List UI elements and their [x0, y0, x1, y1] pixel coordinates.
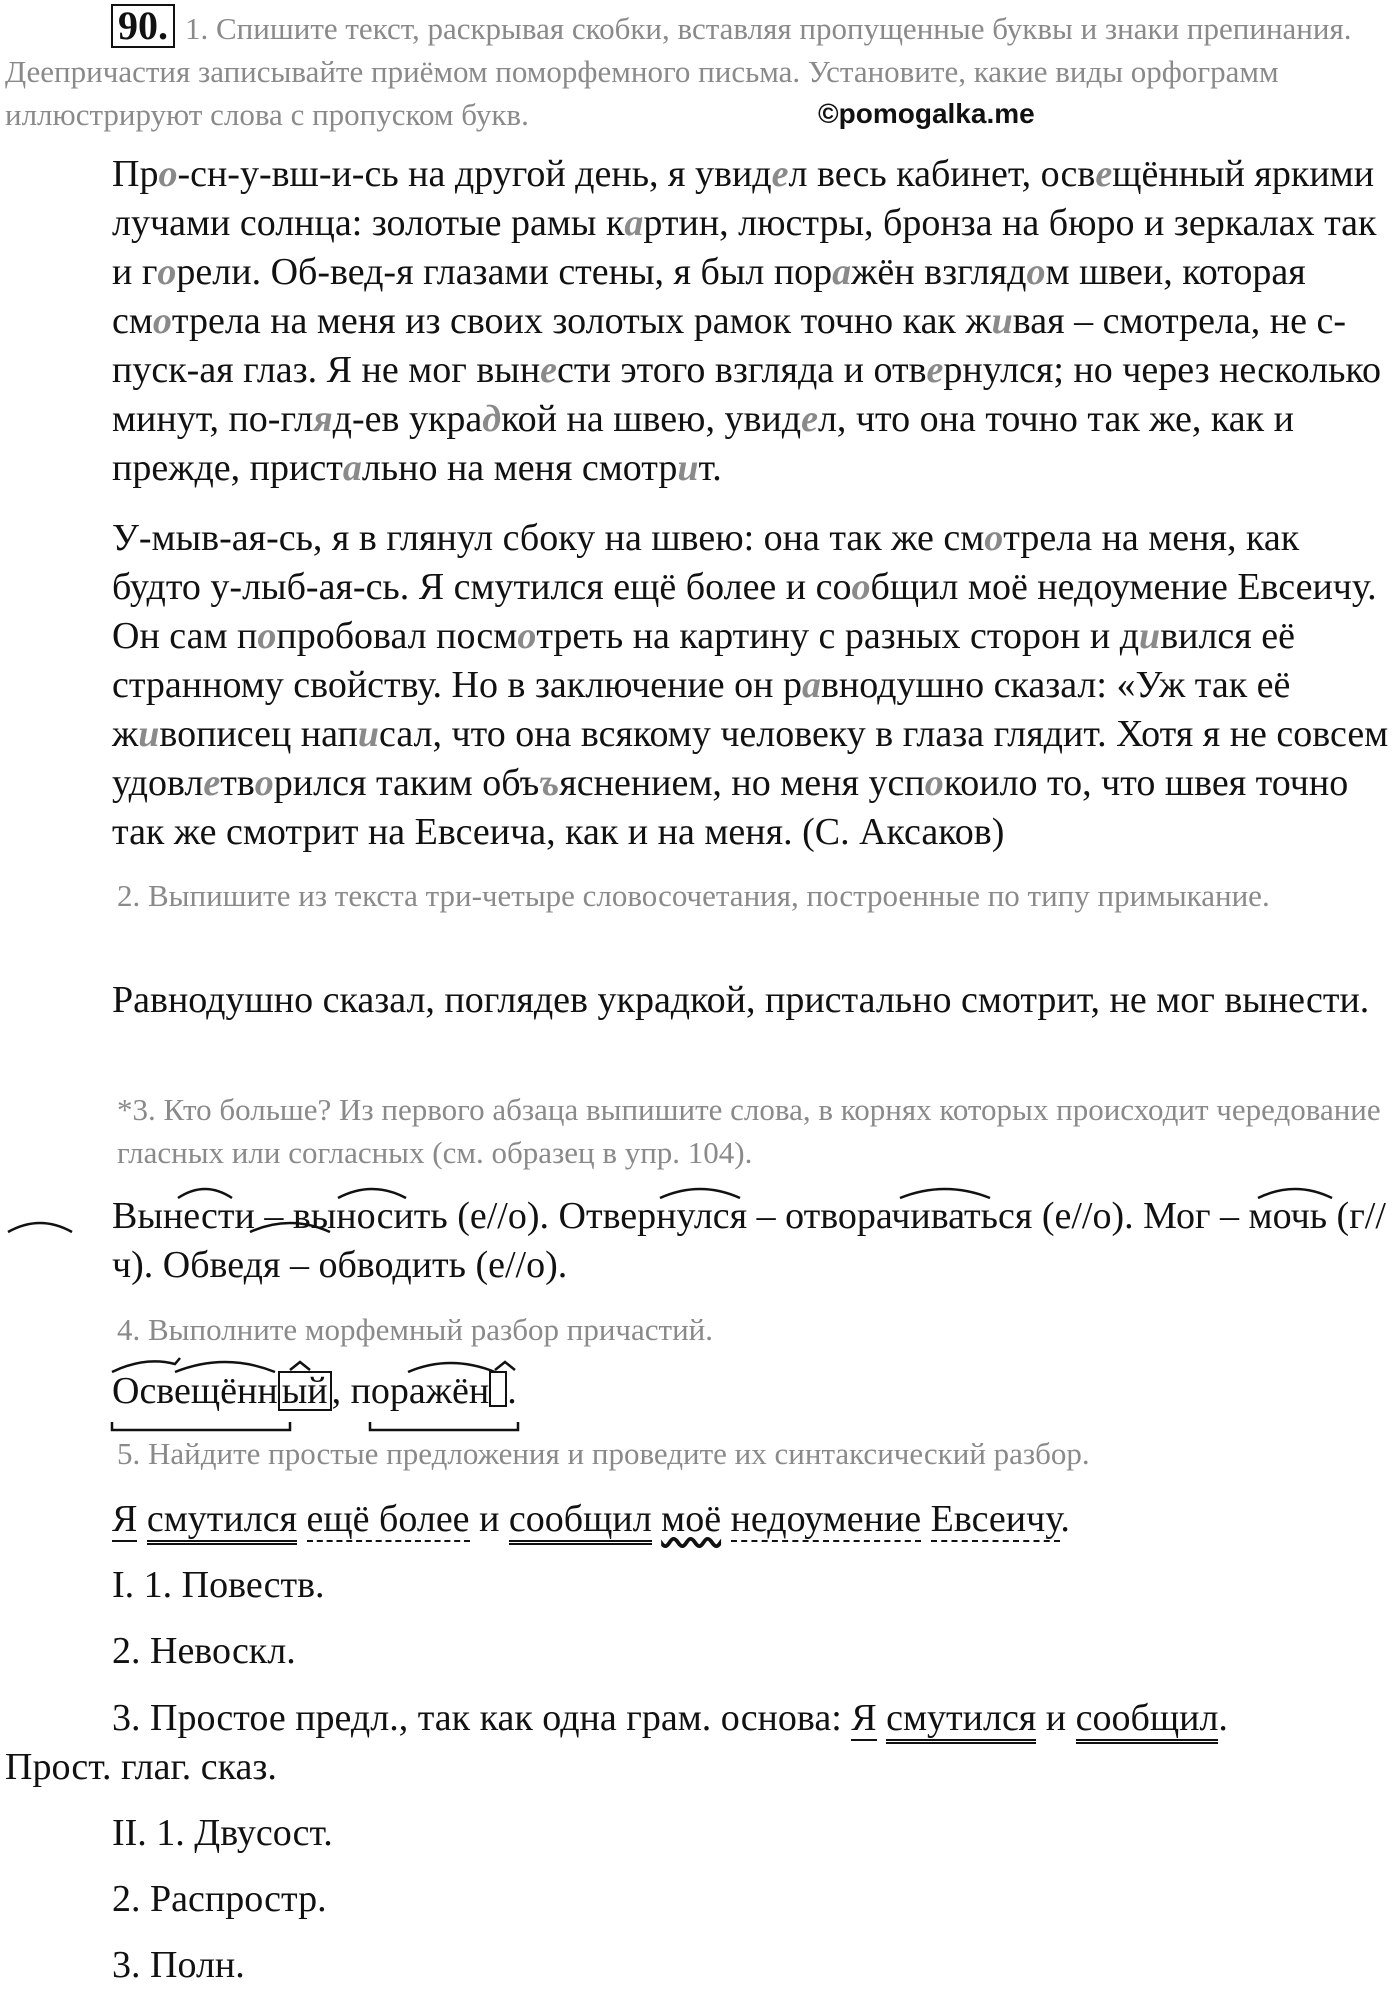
exercise-number: 90. [111, 4, 175, 48]
root-arc [250, 1223, 330, 1232]
inserted-letter: е [926, 349, 944, 391]
inserted-letter: и [1139, 615, 1161, 657]
inserted-letter: и [357, 713, 379, 755]
inserted-letter: о [1026, 251, 1046, 293]
inserted-letter: о [257, 615, 277, 657]
stem-bracket [370, 1422, 518, 1430]
basis-conjunction: и [1045, 1697, 1067, 1739]
inserted-letter: е [540, 349, 558, 391]
text-fragment: бщил моё недоумение Евсеичу. Он сам п [112, 566, 1377, 657]
object-2: Евсеичу [930, 1498, 1061, 1540]
conjunction: и [479, 1498, 500, 1540]
text-fragment: внодушно сказал: «Уж так её ж [112, 664, 1291, 755]
root-arc [8, 1223, 72, 1232]
basis-predicate-1: смутился [886, 1697, 1036, 1744]
text-fragment: сти этого взгляда и отв [557, 349, 927, 391]
inserted-letter: о [157, 251, 177, 293]
text-fragment: трела на меня из своих золотых рамок точно как ж [171, 300, 992, 342]
suffix-mark [290, 1362, 310, 1370]
text-fragment: У-мыв-ая-сь, я в глянул сбоку на швею: она так же см [112, 517, 985, 559]
period: . [1060, 1498, 1070, 1540]
basis-subject: Я [851, 1697, 877, 1739]
basis-predicate-2: сообщил [1076, 1697, 1219, 1744]
inserted-letter: а [342, 447, 362, 489]
text-fragment: коило то, что швея точно так же смотрит на Евсеича, как и на меня. (С. Аксаков) [112, 762, 1349, 853]
period: . [507, 1370, 517, 1412]
inserted-letter: о [517, 615, 537, 657]
separator: , [331, 1370, 351, 1412]
task-1-text: 1. Спишите текст, раскрывая скобки, вставляя пропущенные буквы и знаки препинания. Деепричастия записывайте приёмом поморфемного письма. Установите, какие виды орфограмм иллюстрируют слова с пропуском букв. [5, 11, 1352, 132]
inserted-letter: е [771, 153, 789, 195]
text-fragment: щённый яркими лучами солнца: золотые рамы к [112, 153, 1375, 244]
inserted-letter: д [482, 398, 502, 440]
inserted-letter: о [158, 153, 178, 195]
adverbial: ещё более [306, 1498, 470, 1540]
text-fragment: д-ев укра [332, 398, 483, 440]
text-fragment: -сн-у-вш-и-сь на другой день, я увид [177, 153, 772, 195]
inserted-letter: о [851, 566, 871, 608]
analysis-6: 3. Полн. [112, 1944, 245, 1986]
text-fragment: м швеи, которая см [112, 251, 1306, 342]
inserted-letter: и [677, 447, 699, 489]
text-fragment: т. [698, 447, 722, 489]
text-fragment: кой на швею, увид [501, 398, 802, 440]
root-arc [175, 1362, 275, 1372]
inserted-letter: е [1095, 153, 1113, 195]
answer-3-text: Вынести – выносить (е//о). Отвернулся – отворачиваться (е//о). Мог – мочь (г//ч). Обведя – обводить (е//о). [112, 1195, 1386, 1286]
root-arc [112, 1358, 180, 1372]
analysis-3-cont: Прост. глаг. сказ. [5, 1746, 277, 1788]
text-fragment: вился её странному свойству. Но в заключение он р [112, 615, 1296, 706]
root-arc [900, 1189, 990, 1198]
root-arc [408, 1363, 495, 1372]
text-fragment: сал, что она всякому человеку в глаза глядит. Хотя я не совсем удовл [112, 713, 1389, 804]
root-arc [338, 1189, 406, 1198]
text-fragment: рели. Об-вед-я глазами стены, я был пор [176, 251, 833, 293]
inserted-letter: о [152, 300, 172, 342]
analysis-3-lead: 3. Простое предл., так как одна грам. основа: [112, 1697, 852, 1739]
text-fragment: трела на меня, как будто у-лыб-ая-сь. Я смутился ещё более и со [112, 517, 1300, 608]
root-arc [178, 1189, 232, 1198]
inserted-letter: я [313, 398, 333, 440]
inserted-letter: е [801, 398, 818, 440]
text-fragment: рнулся; но через несколько минут, по-гл [112, 349, 1381, 440]
text-fragment: треть на картину с разных сторон и д [536, 615, 1140, 657]
subject: Я [112, 1498, 138, 1540]
inserted-letter: ъ [539, 762, 560, 804]
text-fragment: пробовал посм [276, 615, 518, 657]
inserted-letter: а [832, 251, 852, 293]
text-fragment: яснением, но меня усп [559, 762, 925, 804]
participle-1-stem: Освещённ [112, 1370, 278, 1412]
participle-1-ending: ый [278, 1371, 332, 1411]
inserted-letter: а [801, 664, 821, 706]
text-fragment: Пр [112, 153, 159, 195]
inserted-letter: е [203, 762, 221, 804]
text-fragment: вая – смотрела, не с-пуск-ая глаз. Я не мог вын [112, 300, 1346, 391]
inserted-letter: а [624, 202, 644, 244]
task-3-text: *3. Кто больше? Из первого абзаца выпишите слова, в корнях которых происходит чередование гласных или согласных (см. образец в упр. 104). [117, 1092, 1381, 1170]
analysis-2: 2. Невоскл. [112, 1630, 296, 1672]
analysis-1: I. 1. Повеств. [112, 1564, 325, 1606]
text-fragment: льно на меня смотр [361, 447, 678, 489]
stem-bracket [112, 1422, 290, 1430]
inserted-letter: и [991, 300, 1013, 342]
text-fragment: вописец нап [159, 713, 358, 755]
text-fragment: жён взгляд [851, 251, 1027, 293]
predicate-2: сообщил [509, 1498, 652, 1545]
object-1: недоумение [730, 1498, 922, 1540]
text-fragment: л, что она точно так же, как и прежде, прист [112, 398, 1294, 489]
inserted-letter: и [138, 713, 160, 755]
root-arc [1258, 1189, 1332, 1198]
task-5-text: 5. Найдите простые предложения и проведите их синтаксический разбор. [117, 1436, 1090, 1471]
suffix-mark [495, 1362, 515, 1370]
predicate-1: смутился [147, 1498, 297, 1545]
inserted-letter: о [984, 517, 1004, 559]
watermark: ©pomogalka.me [818, 98, 1035, 129]
inserted-letter: о [254, 762, 274, 804]
text-fragment: ртин, люстры, бронза на бюро и зеркалах так и г [112, 202, 1377, 293]
inserted-letter: о [924, 762, 944, 804]
basis-period: . [1218, 1697, 1228, 1739]
root-arc [660, 1189, 740, 1198]
analysis-4: II. 1. Двусост. [112, 1812, 333, 1854]
task-2-text: 2. Выпишите из текста три-четыре словосочетания, построенные по типу примыкание. [117, 878, 1270, 913]
task-4-text: 4. Выполните морфемный разбор причастий. [117, 1312, 714, 1347]
analysis-5: 2. Распростр. [112, 1878, 327, 1920]
text-fragment: тв [220, 762, 255, 804]
answer-2-text: Равнодушно сказал, поглядев украдкой, пристально смотрит, не мог вынести. [112, 979, 1370, 1021]
participle-2: поражён [350, 1370, 490, 1412]
attribute: моё [661, 1498, 722, 1540]
text-fragment: рился таким объ [273, 762, 540, 804]
text-fragment: л весь кабинет, осв [788, 153, 1096, 195]
